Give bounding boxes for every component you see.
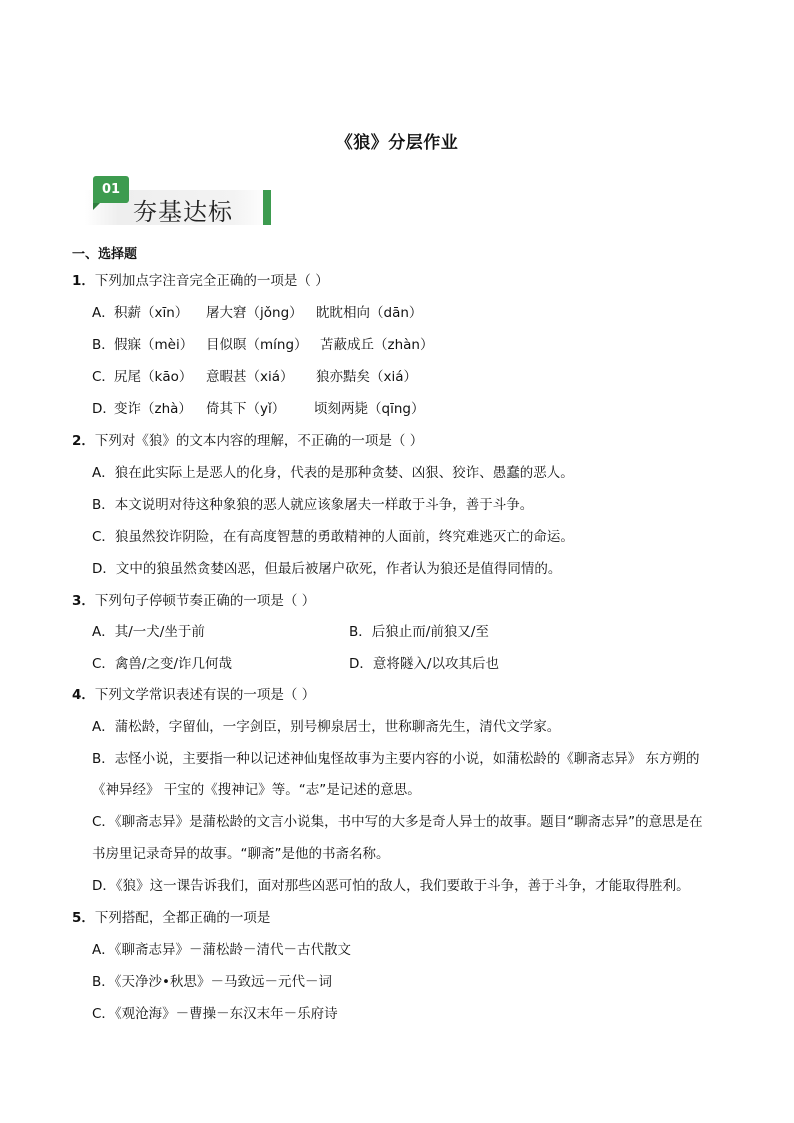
question-stem: 下列搭配，全都正确的一项是 [94,910,271,926]
option-part: 积薪（xīn） [114,305,189,321]
option-d [92,876,690,896]
option-key: C． [92,656,115,672]
question-stem: 下列加点字注音完全正确的一项是（ ） [94,273,329,289]
option-c [92,812,703,832]
option-part: 苫蔽成丘（zhàn） [320,337,434,353]
option-key: C． [92,814,115,830]
option-key: C． [92,529,115,545]
option-part: 尻尾（kāo） [114,369,193,385]
banner-number: 01 [93,176,129,203]
option-key: C． [92,369,115,385]
option-key: B． [92,337,115,353]
banner-tab-tail [93,202,101,210]
option-b [92,495,533,515]
option-b [92,972,332,992]
option-text: 《观沧海》－曹操－东汉末年－乐府诗 [114,1006,338,1022]
option-key: D． [92,878,116,894]
option-text: 《聊斋志异》是蒲松龄的文言小说集，书中写的大多是奇人异士的故事。题目“聊斋志异”的意思是在 [114,814,703,830]
option-key: A． [92,624,115,640]
question-number: 4． [72,687,95,703]
option-key: D． [92,401,116,417]
option-c [92,527,574,547]
option-key: B． [92,974,115,990]
option-key: B． [349,624,372,640]
option-c [92,654,232,674]
option-part: 狼亦黠矣（xiá） [316,369,418,385]
option-text: 《狼》这一课告诉我们，面对那些凶恶可怕的敌人，我们要敢于斗争，善于斗争，才能取得胜利。 [115,878,690,894]
option-key: B． [92,751,115,767]
option-a [92,463,574,483]
option-key: D． [349,656,373,672]
option-part: 假寐（mèi） [114,337,194,353]
option-part: 倚其下（yǐ） [206,401,286,417]
option-part: 目似暝（míng） [206,337,308,353]
option-text: 本文说明对待这种象狼的恶人就应该象屠夫一样敢于斗争，善于斗争。 [114,497,534,513]
option-a [92,940,351,960]
option-part: 屠大窘（jǒng） [206,305,303,321]
option-text: 蒲松龄，字留仙，一字剑臣，别号柳泉居士，世称聊斋先生，清代文学家。 [114,719,561,735]
option-text: 文中的狼虽然贪婪凶恶，但最后被屠户砍死，作者认为狼还是值得同情的。 [115,561,562,577]
question-stem: 下列句子停顿节奏正确的一项是（ ） [94,593,316,609]
option-text: 禽兽/之变/诈几何哉 [114,656,233,672]
option-text: 意将隧入/以攻其后也 [372,656,499,672]
question-5 [72,908,270,928]
option-text: 《聊斋志异》－蒲松龄－清代－古代散文 [114,942,351,958]
option-part: 意暇甚（xiá） [206,369,294,385]
section-heading: 一、选择题 [72,247,138,262]
option-key: A． [92,465,115,481]
question-stem: 下列文学常识表述有误的一项是（ ） [94,687,316,703]
option-key: A． [92,942,115,958]
document-title: 《狼》分层作业 [335,133,459,153]
option-c-continued: 书房里记录奇异的故事。“聊斋”是他的书斋名称。 [92,846,390,862]
question-stem: 下列对《狼》的文本内容的理解，不正确的一项是（ ） [94,433,424,449]
option-text: 志怪小说，主要指一种以记述神仙鬼怪故事为主要内容的小说，如蒲松龄的《聊斋志异》 东方朔的 [114,751,700,767]
question-number: 2． [72,433,95,449]
option-key: A． [92,719,115,735]
option-b [349,622,489,642]
option-d [349,654,499,674]
option-key: D． [92,561,116,577]
option-b-continued: 《神异经》 干宝的《搜神记》等。“志”是记述的意思。 [92,782,421,798]
question-number: 1． [72,273,95,289]
option-key: B． [92,497,115,513]
section-banner [83,172,273,228]
question-1 [72,271,329,291]
question-number: 5． [72,910,95,926]
question-number: 3． [72,593,95,609]
option-a [92,622,205,642]
option-text: 《天净沙•秋思》－马致远－元代－词 [114,974,332,990]
option-part: 顷刻两毙（qīng） [314,401,425,417]
option-a [92,717,560,737]
option-part: 眈眈相向（dān） [316,305,423,321]
option-b [92,749,700,769]
option-text: 其/一犬/坐于前 [114,624,205,640]
option-text: 狼在此实际上是恶人的化身，代表的是那种贪婪、凶狠、狡诈、愚蠢的恶人。 [114,465,574,481]
option-part: 变诈（zhà） [114,401,192,417]
option-key: A． [92,305,115,321]
banner-accent [263,190,271,225]
option-key: C． [92,1006,115,1022]
option-d [92,559,561,579]
question-4 [72,685,315,705]
banner-label: 夯基达标 [133,198,233,226]
option-text: 狼虽然狡诈阴险，在有高度智慧的勇敢精神的人面前，终究难逃灭亡的命运。 [114,529,574,545]
option-text: 后狼止而/前狼又/至 [371,624,489,640]
option-c [92,1004,338,1024]
question-3 [72,591,315,611]
question-2 [72,431,423,451]
